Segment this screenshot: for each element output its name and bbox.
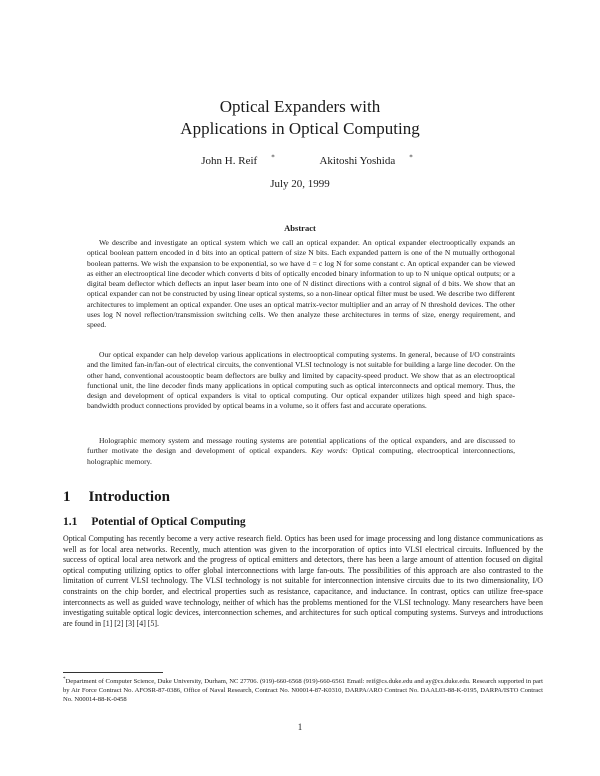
- author: [187, 155, 274, 167]
- footnote: [63, 675, 543, 704]
- abstract-p2: Our optical expander can help develop various applications in electrooptical computing systems. In general, because of I/O constraints and the limited fan-in/fan-out of electrical circuits, the conventional VLSI technology is not suitable for building a large line decoder. On the other hand, conventional acoustooptic beam deflectors are bulky and limited by capacity-speed product. We show that as an electrooptical functional unit, the line decoder finds many applications in optical computing such as optical interconnects and optical memory. Thus, the design and development of optical expanders is vital to optical computing. Our optical expander utilizes high speed and high space-bandwidth product connections provided by optical beams in a volume, so it offers fast and accurate operations.: [87, 350, 515, 411]
- title-line-2: Applications in Optical Computing: [180, 119, 420, 138]
- abstract-p3: [87, 436, 515, 467]
- page-number: 1: [297, 722, 303, 732]
- author-footnote-mark: *: [409, 153, 413, 161]
- author-name: Akitoshi Yoshida: [319, 154, 396, 167]
- author: [305, 155, 412, 167]
- footnote-text: Department of Computer Science, Duke University, Durham, NC 27706. (919)-660-6568 (919)-660-6561 Email: reif@cs.duke.edu and ay@cs.duke.edu. Research supported in part by Air Force Contract No. AFOSR-87-0386, Office of Naval Research, Contract No. N00014-87-K0310, DARPA/ARO Contract No. DAAL03-88-K-0195, DARPA/ISTO Contract No. N00014-88-K-0458: [63, 678, 543, 704]
- subsection-title: Potential of Optical Computing: [91, 516, 246, 528]
- title-line-1: Optical Expanders with: [219, 97, 381, 116]
- section-heading: [63, 489, 170, 506]
- subsection-heading: [63, 516, 246, 528]
- abstract-paragraph: [87, 436, 515, 467]
- abstract-paragraph: [87, 350, 515, 412]
- author-list: [0, 153, 600, 167]
- author-name: John H. Reif: [201, 154, 258, 167]
- abstract-p3-text: Holographic memory system and message routing systems are potential applications of the optical expanders, and are discussed to further motivate the design and development of optical expanders.: [87, 436, 515, 456]
- abstract-p1: We describe and investigate an optical system which we call an optical expander. An optical expander electrooptically expands an optical boolean pattern encoded in d bits into an optical pattern of size N bits. Each expanded pattern is one of the N mutually orthogonal boolean patterns. We wish the expansion to be exponential, so we have d = c log N for some constant c. An optical expander can be viewed as either an electrooptical line decoder which converts d bits of optically encoded binary information to up to N unique optical outputs; or a digital beam deflector which deflects an input laser beam into one of N distinct directions with a control signal of d bits. We show that an optical expander can not be constructed by using linear optical systems, so a non-linear optical filter must be used. We describe two different architectures to implement an optical expander. One uses an optical matrix-vector multiplier and an array of N threshold devices. The other uses log N novel reflection/transmission switching cells. We then analyze these architectures in terms of size, energy requirement, and speed.: [87, 238, 515, 330]
- abstract-heading: Abstract: [284, 223, 316, 233]
- section-title: Introduction: [88, 489, 170, 505]
- footnote-rule: [63, 672, 163, 673]
- keywords: Optical computing, electrooptical interconnections, holographic memory.: [87, 446, 515, 466]
- footnote-mark: *: [63, 677, 66, 682]
- intro-paragraph: Optical Computing has recently become a very active research field. Optics has been used for image processing and long distance communications as well as for local area networks. Recently, much attention was given to the incorporation of optics into VLSI electrical circuits. Influenced by the success of optical local area network and the progress of optical emitters and detectors, there has been a large amount of attention focused on digital optical computing utilizing optics to offer global interconnections with large fan-outs. The possibilities of this approach are also contrasted to the limitation of current VLSI technology. The VLSI technology is not suitable for interconnection intensive circuits due to its two dimensionality, I/O constraints on the chip border, and electrical properties such as resistance, capacitance, and inductance. In contrast, optics can utilize free-space interconnects as well as guided wave technology, neither of which has the problems mentioned for the VLSI technology. Many researchers have been investigating suitable optical logic devices, interconnection schemes, and architectures for such optical computing systems. Surveys and introductions are found in [1] [2] [3] [4] [5].: [63, 534, 543, 628]
- date: July 20, 1999: [270, 178, 330, 190]
- section-number: 1: [63, 489, 71, 505]
- subsection-number: 1.1: [63, 516, 78, 528]
- author-footnote-mark: *: [271, 153, 275, 161]
- abstract-paragraph: [87, 238, 515, 331]
- keywords-label: Key words:: [311, 446, 348, 456]
